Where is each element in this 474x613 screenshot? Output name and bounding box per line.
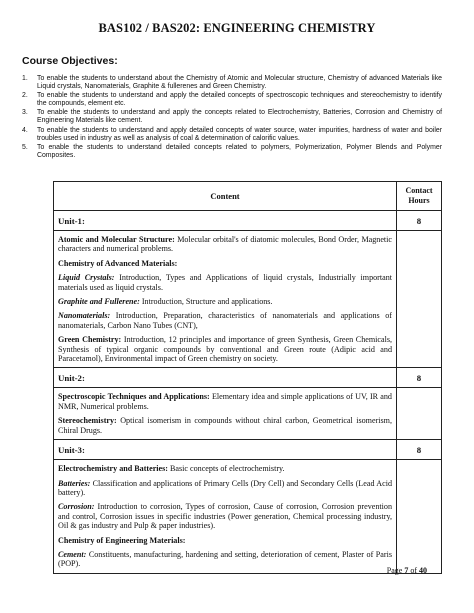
objective-item (22, 109, 442, 125)
topic-body: Introduction to corrosion, Types of corrosion, Cause of corrosion, Corrosion prevention and control, Corrosion issues in specific industries (Power generation, Chemical processing industry, Oil & gas industry and Pulp & paper industries). (58, 502, 392, 531)
unit-content (54, 388, 397, 440)
objective-text: To enable the students to understand and apply detailed concepts of water source, water impurities, hardness of water and boiler troubles used in industry as well as analysis of coal & determination of calorific values. (37, 126, 442, 142)
objective-item (22, 75, 442, 91)
footer-total-pages: 40 (419, 566, 427, 575)
topic-body: Molecular orbital's of diatomic molecules, Bond Order, Magnetic characters and numerical problems. (58, 235, 393, 254)
unit-content-row (54, 460, 442, 574)
topic-heading: Batteries: (58, 478, 91, 488)
topic-paragraph (58, 479, 392, 498)
unit-content (54, 460, 397, 574)
unit-hours-empty (397, 231, 442, 368)
footer-current-page: 7 (404, 566, 409, 575)
objective-number: 2. (22, 92, 28, 100)
topic-paragraph (58, 392, 392, 411)
topic-heading: Cement: (58, 549, 87, 559)
objective-number: 5. (22, 143, 28, 151)
objectives-heading: Course Objectives: (22, 55, 118, 67)
topic-paragraph (58, 335, 392, 363)
topic-paragraph (58, 297, 392, 306)
topic-body: Introduction, Structure and applications. (139, 297, 273, 307)
topic-heading: Liquid Crystals: (58, 273, 115, 283)
syllabus-table (53, 181, 442, 574)
topic-heading: Atomic and Molecular Structure: (58, 235, 175, 244)
topic-heading: Graphite and Fullerene: (58, 297, 140, 307)
unit-hours: 8 (397, 211, 442, 231)
table-header-row (54, 182, 442, 211)
topic-paragraph (58, 259, 392, 268)
page-footer (387, 566, 427, 575)
topic-paragraph (58, 550, 392, 569)
objective-number: 3. (22, 109, 28, 117)
contact-header-line2: Hours (408, 196, 430, 205)
topic-body: Introduction, Types and Applications of liquid crystals, Industrially important materials used as liquid crystals. (58, 273, 392, 292)
topic-heading: Nanomaterials: (58, 311, 111, 321)
topic-paragraph (58, 235, 392, 254)
topic-body: Elementary idea and simple applications of UV, IR and NMR, Numerical problems. (58, 392, 392, 411)
topic-heading: Electrochemistry and Batteries: (58, 464, 168, 474)
objective-number: 1. (22, 75, 28, 82)
objective-text: To enable the students to understand detailed concepts related to polymers, Polymerization, Polymer Blends and Polymer Composites. (37, 143, 442, 159)
objective-item (22, 127, 442, 143)
objectives-list (22, 75, 442, 161)
topic-heading: Stereochemistry: (58, 416, 117, 426)
unit-label: Unit-2: (54, 368, 397, 388)
topic-paragraph (58, 416, 392, 435)
objective-text: To enable the students to understand and apply the detailed concepts of spectroscopic techniques and stereochemistry to identify the compounds, element etc. (37, 92, 442, 108)
unit-header-row (54, 440, 442, 460)
objective-text: To enable the students to understand and apply the concepts related to Electrochemistry, Batteries, Corrosion and Chemistry of Engineering Materials like cement. (37, 109, 442, 125)
unit-hours: 8 (397, 440, 442, 460)
topic-heading: Green Chemistry: (58, 335, 122, 345)
topic-body: Introduction, 12 principles and importance of green Synthesis, Green Chemicals, Synthesis of typical organic compounds by conventional and Green route (Adipic acid and Paracetamol), Environmental impact of Green chemistry on society. (58, 335, 392, 364)
unit-content (54, 231, 397, 368)
topic-body: Classification and applications of Primary Cells (Dry Cell) and Secondary Cells (Lead Acid battery). (58, 478, 392, 497)
topic-paragraph (58, 311, 392, 330)
unit-hours-empty (397, 388, 442, 440)
unit-header-row (54, 211, 442, 231)
contact-header-line1: Contact (405, 186, 433, 195)
topic-body: Constituents, manufacturing, hardening and setting, deterioration of cement, Plaster of Paris (POP). (58, 549, 392, 569)
unit-content-row (54, 388, 442, 440)
objective-number: 4. (22, 126, 28, 134)
topic-body: Basic concepts of electrochemistry. (168, 464, 285, 474)
topic-paragraph (58, 273, 392, 292)
objective-text: To enable the students to understand about the Chemistry of Atomic and Molecular structure, Chemistry of advanced Materials like Liquid crystals, Nanomaterials, Graphite & fullerenes and Green Chemistry. (37, 75, 442, 91)
unit-content-row (54, 231, 442, 368)
content-header: Content (54, 182, 397, 211)
course-title: BAS102 / BAS202: ENGINEERING CHEMISTRY (98, 21, 376, 35)
objective-item (22, 92, 442, 108)
topic-paragraph (58, 536, 392, 545)
topic-body: Introduction, Preparation, characteristics of nanomaterials and applications of nanomaterials, Carbon Nano Tubes (CNT), (58, 311, 392, 330)
topic-paragraph (58, 502, 392, 530)
unit-label: Unit-3: (54, 440, 397, 460)
contact-hours-header (397, 182, 442, 211)
footer-mid: of (408, 566, 419, 575)
topic-heading: Chemistry of Advanced Materials: (58, 258, 178, 268)
objective-item (22, 144, 442, 160)
unit-hours-empty (397, 460, 442, 574)
topic-heading: Chemistry of Engineering Materials: (58, 535, 186, 545)
unit-label: Unit-1: (54, 211, 397, 231)
topic-paragraph (58, 464, 392, 473)
topic-heading: Spectroscopic Techniques and Applications: (58, 392, 210, 402)
unit-hours: 8 (397, 368, 442, 388)
topic-body: Optical isomerism in compounds without chiral carbon, Geometrical isomerism, Chiral Drugs. (58, 416, 392, 435)
unit-header-row (54, 368, 442, 388)
topic-heading: Corrosion: (58, 502, 95, 512)
footer-prefix: Page (386, 566, 405, 575)
